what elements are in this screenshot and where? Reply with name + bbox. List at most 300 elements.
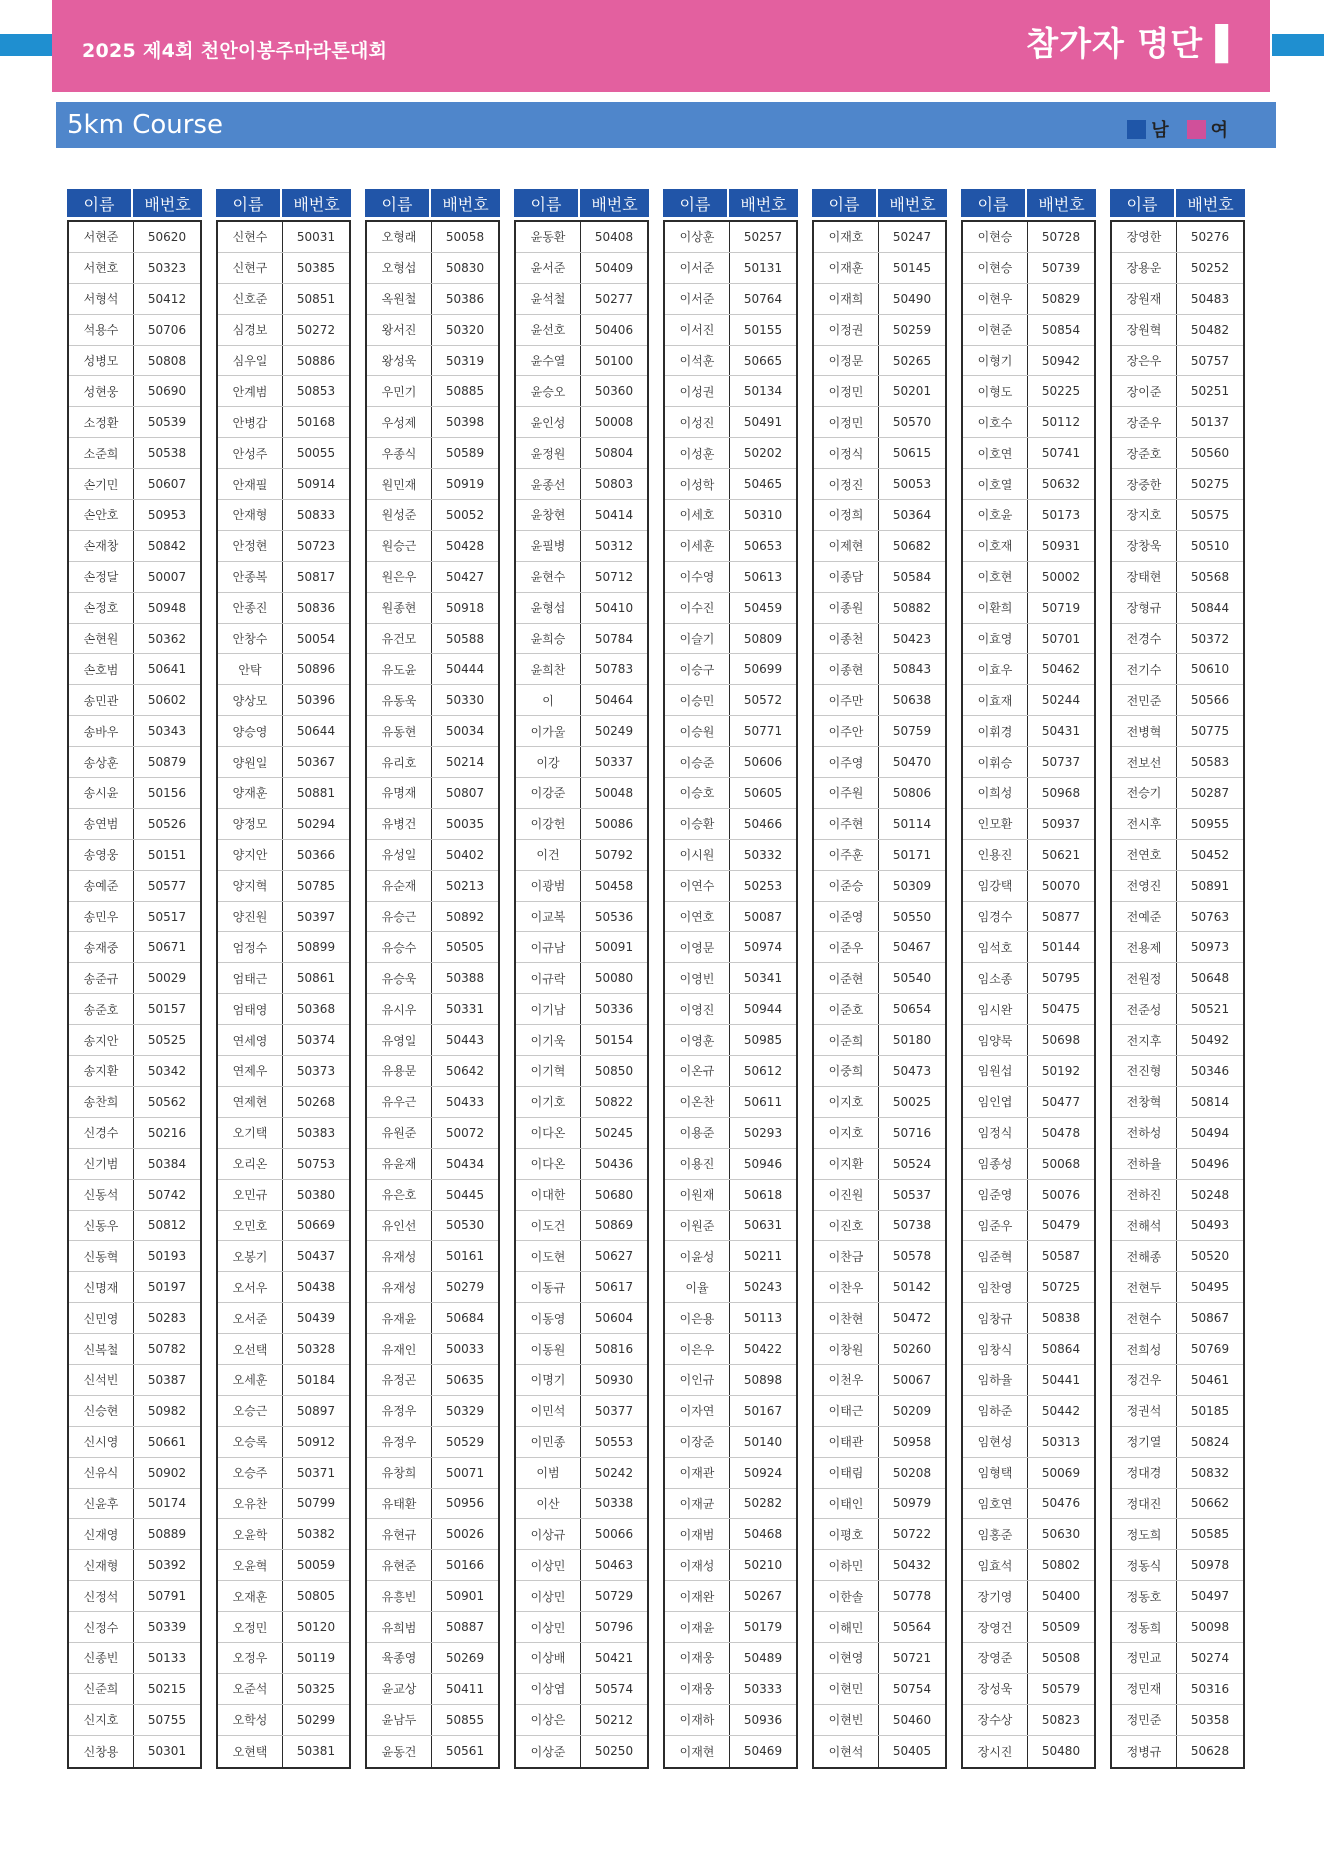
bib-number: 50385	[296, 260, 336, 275]
table-row	[516, 871, 647, 902]
participant-name: 이효재	[963, 685, 1028, 715]
bib-number: 50442	[1041, 1403, 1081, 1418]
participant-name: 양원일	[218, 747, 283, 777]
participant-name: 이하민	[814, 1550, 879, 1580]
table-row	[367, 1180, 498, 1211]
bib-number: 50901	[445, 1589, 485, 1604]
bib-number: 50396	[296, 693, 336, 708]
table-row	[516, 1674, 647, 1705]
bib-number: 50214	[445, 755, 485, 770]
bib-number: 50812	[147, 1218, 187, 1233]
bib-number: 50154	[594, 1033, 634, 1048]
bib-number: 50332	[743, 847, 783, 862]
table-row	[218, 222, 349, 253]
bib-number: 50316	[1190, 1681, 1230, 1696]
table-row	[1112, 1489, 1243, 1520]
participant-name: 이주안	[814, 716, 879, 746]
participant-name: 오기택	[218, 1118, 283, 1148]
participant-name: 유정곤	[367, 1365, 432, 1395]
bib-number: 50421	[594, 1650, 634, 1665]
bib-number: 50584	[892, 569, 932, 584]
table-row	[218, 1396, 349, 1427]
bib-number: 50712	[594, 569, 634, 584]
participant-name: 손재창	[69, 531, 134, 561]
table-row	[218, 1643, 349, 1674]
table-row	[814, 902, 945, 933]
participant-name: 이상은	[516, 1705, 581, 1735]
bib-number: 50836	[296, 600, 336, 615]
table-row	[1112, 1736, 1243, 1767]
participant-name: 이주영	[814, 747, 879, 777]
bib-number: 50382	[296, 1527, 336, 1542]
participant-name: 송시윤	[69, 778, 134, 808]
bib-number: 50505	[445, 940, 485, 955]
table-row	[69, 932, 200, 963]
participant-name: 이재범	[665, 1519, 730, 1549]
table-row	[814, 994, 945, 1025]
participant-name: 이광범	[516, 871, 581, 901]
participant-name: 이준현	[814, 963, 879, 993]
table-row	[69, 1180, 200, 1211]
table-row	[814, 1643, 945, 1674]
bib-number: 50832	[1190, 1465, 1230, 1480]
bib-number: 50795	[1041, 971, 1081, 986]
table-row	[69, 1674, 200, 1705]
table-row	[1112, 994, 1243, 1025]
participant-name: 송준호	[69, 994, 134, 1024]
bib-number: 50931	[1041, 538, 1081, 553]
bib-number: 50341	[743, 971, 783, 986]
table-row	[1112, 1149, 1243, 1180]
bib-number: 50035	[445, 816, 485, 831]
bib-number: 50427	[445, 569, 485, 584]
participant-name: 전병혁	[1112, 716, 1177, 746]
table-row	[665, 1025, 796, 1056]
participant-grid	[216, 220, 351, 1769]
table-row	[665, 1427, 796, 1458]
table-row	[963, 902, 1094, 933]
table-row	[963, 1303, 1094, 1334]
document-title	[1026, 18, 1242, 65]
bib-number: 50771	[743, 724, 783, 739]
participant-name: 신정석	[69, 1581, 134, 1611]
participant-name: 신윤후	[69, 1489, 134, 1519]
table-row	[665, 1612, 796, 1643]
participant-name: 원민재	[367, 469, 432, 499]
bib-number: 50644	[296, 724, 336, 739]
bib-number: 50478	[1041, 1125, 1081, 1140]
participant-name: 이종천	[814, 624, 879, 654]
participant-name: 이기욱	[516, 1025, 581, 1055]
bib-number: 50721	[892, 1650, 932, 1665]
bib-number: 50213	[445, 878, 485, 893]
participant-name: 유현규	[367, 1519, 432, 1549]
table-row	[69, 1643, 200, 1674]
participant-name: 송민우	[69, 902, 134, 932]
participant-name: 이도현	[516, 1241, 581, 1271]
table-row	[516, 1365, 647, 1396]
participant-name: 손정달	[69, 562, 134, 592]
participant-name: 유재인	[367, 1334, 432, 1364]
participant-name: 이상배	[516, 1643, 581, 1673]
participant-name: 정민교	[1112, 1643, 1177, 1673]
table-row	[665, 685, 796, 716]
participant-name: 유희범	[367, 1612, 432, 1642]
table-row	[814, 871, 945, 902]
bib-number: 50889	[147, 1527, 187, 1542]
bib-number: 50276	[1190, 229, 1230, 244]
participant-name: 신석빈	[69, 1365, 134, 1395]
table-row	[69, 1581, 200, 1612]
table-row	[1112, 747, 1243, 778]
table-row	[367, 1211, 498, 1242]
participant-name: 유윤재	[367, 1149, 432, 1179]
table-row	[814, 1211, 945, 1242]
bib-number: 50642	[445, 1063, 485, 1078]
participant-name: 이자연	[665, 1396, 730, 1426]
participant-name: 윤교상	[367, 1674, 432, 1704]
table-row	[814, 531, 945, 562]
bib-number: 50034	[445, 724, 485, 739]
participant-name: 임하율	[963, 1365, 1028, 1395]
table-row	[963, 562, 1094, 593]
participant-name: 전하성	[1112, 1118, 1177, 1148]
participant-name: 이주원	[814, 778, 879, 808]
participant-name: 오형래	[367, 222, 432, 252]
bib-number: 50480	[1041, 1744, 1081, 1759]
bib-number: 50210	[743, 1558, 783, 1573]
participant-name: 신재영	[69, 1519, 134, 1549]
table-row	[367, 1736, 498, 1767]
participant-name: 석용수	[69, 315, 134, 345]
table-row	[814, 1550, 945, 1581]
participant-name: 이슬기	[665, 624, 730, 654]
table-row	[963, 1365, 1094, 1396]
table-row	[516, 562, 647, 593]
table-row	[814, 253, 945, 284]
table-row	[218, 346, 349, 377]
table-row	[963, 932, 1094, 963]
table-row	[516, 1643, 647, 1674]
participant-name: 우성제	[367, 407, 432, 437]
table-row	[69, 346, 200, 377]
participant-name: 이윤성	[665, 1241, 730, 1271]
participant-name: 이현빈	[814, 1705, 879, 1735]
participant-name: 이찬현	[814, 1303, 879, 1333]
participant-name: 이호윤	[963, 500, 1028, 530]
participant-name: 윤석철	[516, 284, 581, 314]
participant-name: 임하준	[963, 1396, 1028, 1426]
table-row	[963, 1180, 1094, 1211]
bib-number: 50525	[147, 1033, 187, 1048]
participant-name: 손호범	[69, 654, 134, 684]
table-row	[963, 376, 1094, 407]
participant-name: 송찬희	[69, 1087, 134, 1117]
bib-number: 50799	[296, 1496, 336, 1511]
bib-number: 50575	[1190, 507, 1230, 522]
participant-name: 이희성	[963, 778, 1028, 808]
table-row	[367, 963, 498, 994]
participant-name: 이기남	[516, 994, 581, 1024]
participant-name: 이휘경	[963, 716, 1028, 746]
table-row	[69, 1612, 200, 1643]
bib-number: 50144	[1041, 940, 1081, 955]
bib-number: 50632	[1041, 477, 1081, 492]
participant-name: 이원준	[665, 1211, 730, 1241]
participant-name: 이은용	[665, 1303, 730, 1333]
bib-number: 50493	[1190, 1218, 1230, 1233]
bib-number: 50892	[445, 909, 485, 924]
table-row	[69, 840, 200, 871]
bib-number: 50919	[445, 477, 485, 492]
bib-number: 50388	[445, 971, 485, 986]
bib-number: 50468	[743, 1527, 783, 1542]
table-row	[814, 284, 945, 315]
participant-name: 이천우	[814, 1365, 879, 1395]
participant-name: 서현호	[69, 253, 134, 283]
table-row	[516, 932, 647, 963]
table-row	[963, 500, 1094, 531]
bib-number: 50509	[1041, 1620, 1081, 1635]
table-row	[218, 1550, 349, 1581]
table-row	[963, 1581, 1094, 1612]
table-row	[1112, 1025, 1243, 1056]
table-row	[665, 716, 796, 747]
bib-number: 50728	[1041, 229, 1081, 244]
table-row	[69, 778, 200, 809]
bib-number: 50436	[594, 1156, 634, 1171]
bib-number: 50530	[445, 1218, 485, 1233]
participant-name: 안종진	[218, 593, 283, 623]
participant-name: 송바우	[69, 716, 134, 746]
bib-number: 50464	[594, 693, 634, 708]
participant-name: 장용운	[1112, 253, 1177, 283]
participant-name: 유은호	[367, 1180, 432, 1210]
participant-name: 손기민	[69, 469, 134, 499]
bib-number: 50184	[296, 1372, 336, 1387]
bib-number: 50699	[743, 662, 783, 677]
participant-name: 우종식	[367, 438, 432, 468]
table-row	[814, 1581, 945, 1612]
participant-name: 전준성	[1112, 994, 1177, 1024]
bib-number: 50912	[296, 1434, 336, 1449]
bib-number: 50763	[1190, 909, 1230, 924]
bib-number: 50201	[892, 384, 932, 399]
table-row	[218, 747, 349, 778]
table-row	[665, 438, 796, 469]
course-title: 5km Course	[67, 110, 223, 140]
participant-name: 유인선	[367, 1211, 432, 1241]
participant-name: 이상준	[516, 1736, 581, 1767]
participant-name: 우민기	[367, 376, 432, 406]
participant-name: 이정식	[814, 438, 879, 468]
table-row	[1112, 1427, 1243, 1458]
table-row	[218, 469, 349, 500]
bib-number: 50879	[147, 755, 187, 770]
participant-name: 임현성	[963, 1427, 1028, 1457]
bib-number: 50197	[147, 1280, 187, 1295]
bib-number: 50180	[892, 1033, 932, 1048]
table-row	[963, 1705, 1094, 1736]
bib-number: 50323	[147, 260, 187, 275]
participant-name: 이수영	[665, 562, 730, 592]
bib-number: 50192	[1041, 1063, 1081, 1078]
male-color-swatch	[1127, 120, 1146, 139]
table-row	[69, 1087, 200, 1118]
participant-name: 소정환	[69, 407, 134, 437]
table-row	[218, 284, 349, 315]
bib-number: 50309	[892, 878, 932, 893]
table-row	[218, 253, 349, 284]
table-row	[963, 685, 1094, 716]
bib-number: 50076	[1041, 1187, 1081, 1202]
table-row	[1112, 1396, 1243, 1427]
table-row	[367, 1365, 498, 1396]
female-color-swatch	[1187, 120, 1206, 139]
bib-number: 50330	[445, 693, 485, 708]
bib-number: 50741	[1041, 446, 1081, 461]
table-row	[665, 1458, 796, 1489]
participant-name: 오승록	[218, 1427, 283, 1457]
table-row	[516, 1550, 647, 1581]
bib-number: 50805	[296, 1589, 336, 1604]
table-row	[367, 1643, 498, 1674]
participant-name: 윤희찬	[516, 654, 581, 684]
table-row	[665, 1087, 796, 1118]
bib-number: 50113	[743, 1311, 783, 1326]
participant-name: 이지호	[814, 1118, 879, 1148]
legend-female	[1187, 116, 1228, 142]
participant-name: 유건모	[367, 624, 432, 654]
bib-number: 50174	[147, 1496, 187, 1511]
table-row	[367, 1056, 498, 1087]
participant-name: 전경수	[1112, 624, 1177, 654]
bib-number: 50173	[1041, 507, 1081, 522]
table-row	[665, 222, 796, 253]
bib-number: 50466	[743, 816, 783, 831]
participant-name: 안계범	[218, 376, 283, 406]
bib-number: 50574	[594, 1681, 634, 1696]
table-row	[665, 1365, 796, 1396]
participant-name: 윤형섭	[516, 593, 581, 623]
table-row	[814, 1489, 945, 1520]
participant-name: 이수진	[665, 593, 730, 623]
participant-name: 이태관	[814, 1427, 879, 1457]
table-row	[1112, 1303, 1243, 1334]
table-row	[218, 500, 349, 531]
participant-name: 정건우	[1112, 1365, 1177, 1395]
participant-name: 이현우	[963, 284, 1028, 314]
table-row	[516, 1489, 647, 1520]
bib-number: 50274	[1190, 1650, 1230, 1665]
participant-name: 오학성	[218, 1705, 283, 1735]
bib-number: 50133	[147, 1650, 187, 1665]
participant-name: 이영문	[665, 932, 730, 962]
participant-name: 윤남두	[367, 1705, 432, 1735]
table-row	[69, 1025, 200, 1056]
participant-name: 이승환	[665, 809, 730, 839]
table-row	[1112, 1334, 1243, 1365]
table-row	[69, 562, 200, 593]
participant-name: 임강택	[963, 871, 1028, 901]
participant-name: 이강준	[516, 778, 581, 808]
participant-name: 윤선호	[516, 315, 581, 345]
table-row	[665, 1643, 796, 1674]
participant-name: 신기범	[69, 1149, 134, 1179]
participant-name: 정동호	[1112, 1581, 1177, 1611]
table-row	[963, 994, 1094, 1025]
bib-number: 50510	[1190, 538, 1230, 553]
table-row	[516, 1612, 647, 1643]
table-row	[69, 469, 200, 500]
bib-number: 50882	[892, 600, 932, 615]
table-row	[218, 871, 349, 902]
table-row	[516, 624, 647, 655]
bib-number: 50161	[445, 1249, 485, 1264]
table-row	[218, 1489, 349, 1520]
bib-number: 50508	[1041, 1650, 1081, 1665]
participant-grid	[961, 220, 1096, 1769]
bib-number: 50496	[1190, 1156, 1230, 1171]
table-row	[516, 1303, 647, 1334]
table-row	[665, 376, 796, 407]
table-row	[1112, 284, 1243, 315]
table-row	[963, 778, 1094, 809]
table-row	[1112, 1118, 1243, 1149]
bib-number: 50208	[892, 1465, 932, 1480]
participant-name: 유병건	[367, 809, 432, 839]
table-row	[665, 1303, 796, 1334]
table-row	[367, 994, 498, 1025]
header-bib-number: 배번호	[1187, 194, 1234, 214]
bib-number: 50864	[1041, 1342, 1081, 1356]
bib-number: 50944	[743, 1002, 783, 1017]
table-row	[1112, 1272, 1243, 1303]
bib-number: 50785	[296, 878, 336, 893]
participant-name: 전현두	[1112, 1272, 1177, 1302]
participant-name: 이승구	[665, 654, 730, 684]
participant-name: 송영웅	[69, 840, 134, 870]
participant-name: 임원섭	[963, 1056, 1028, 1086]
bib-number: 50299	[296, 1712, 336, 1727]
bib-number: 50070	[1041, 878, 1081, 893]
participant-name: 전창혁	[1112, 1087, 1177, 1117]
participant-name: 이동규	[516, 1272, 581, 1302]
document-title-text: 참가자 명단	[1026, 24, 1204, 63]
bib-number: 50473	[892, 1063, 932, 1078]
bib-number: 50838	[1041, 1311, 1081, 1326]
bib-number: 50119	[296, 1650, 336, 1665]
participant-name: 임인엽	[963, 1087, 1028, 1117]
bib-number: 50844	[1190, 600, 1230, 615]
participant-name: 이정권	[814, 315, 879, 345]
bib-number: 50362	[147, 631, 187, 646]
participant-name: 임소종	[963, 963, 1028, 993]
participant-name: 원종현	[367, 593, 432, 623]
table-row	[69, 315, 200, 346]
table-row	[516, 222, 647, 253]
participant-name: 이대한	[516, 1180, 581, 1210]
bib-number: 50680	[594, 1187, 634, 1202]
participant-name: 장창욱	[1112, 531, 1177, 561]
participant-column-2	[216, 189, 351, 1769]
table-row	[516, 1149, 647, 1180]
bib-number: 50412	[147, 291, 187, 306]
table-row	[218, 1118, 349, 1149]
table-row	[218, 1674, 349, 1705]
bib-number: 50439	[296, 1311, 336, 1326]
table-row	[665, 469, 796, 500]
